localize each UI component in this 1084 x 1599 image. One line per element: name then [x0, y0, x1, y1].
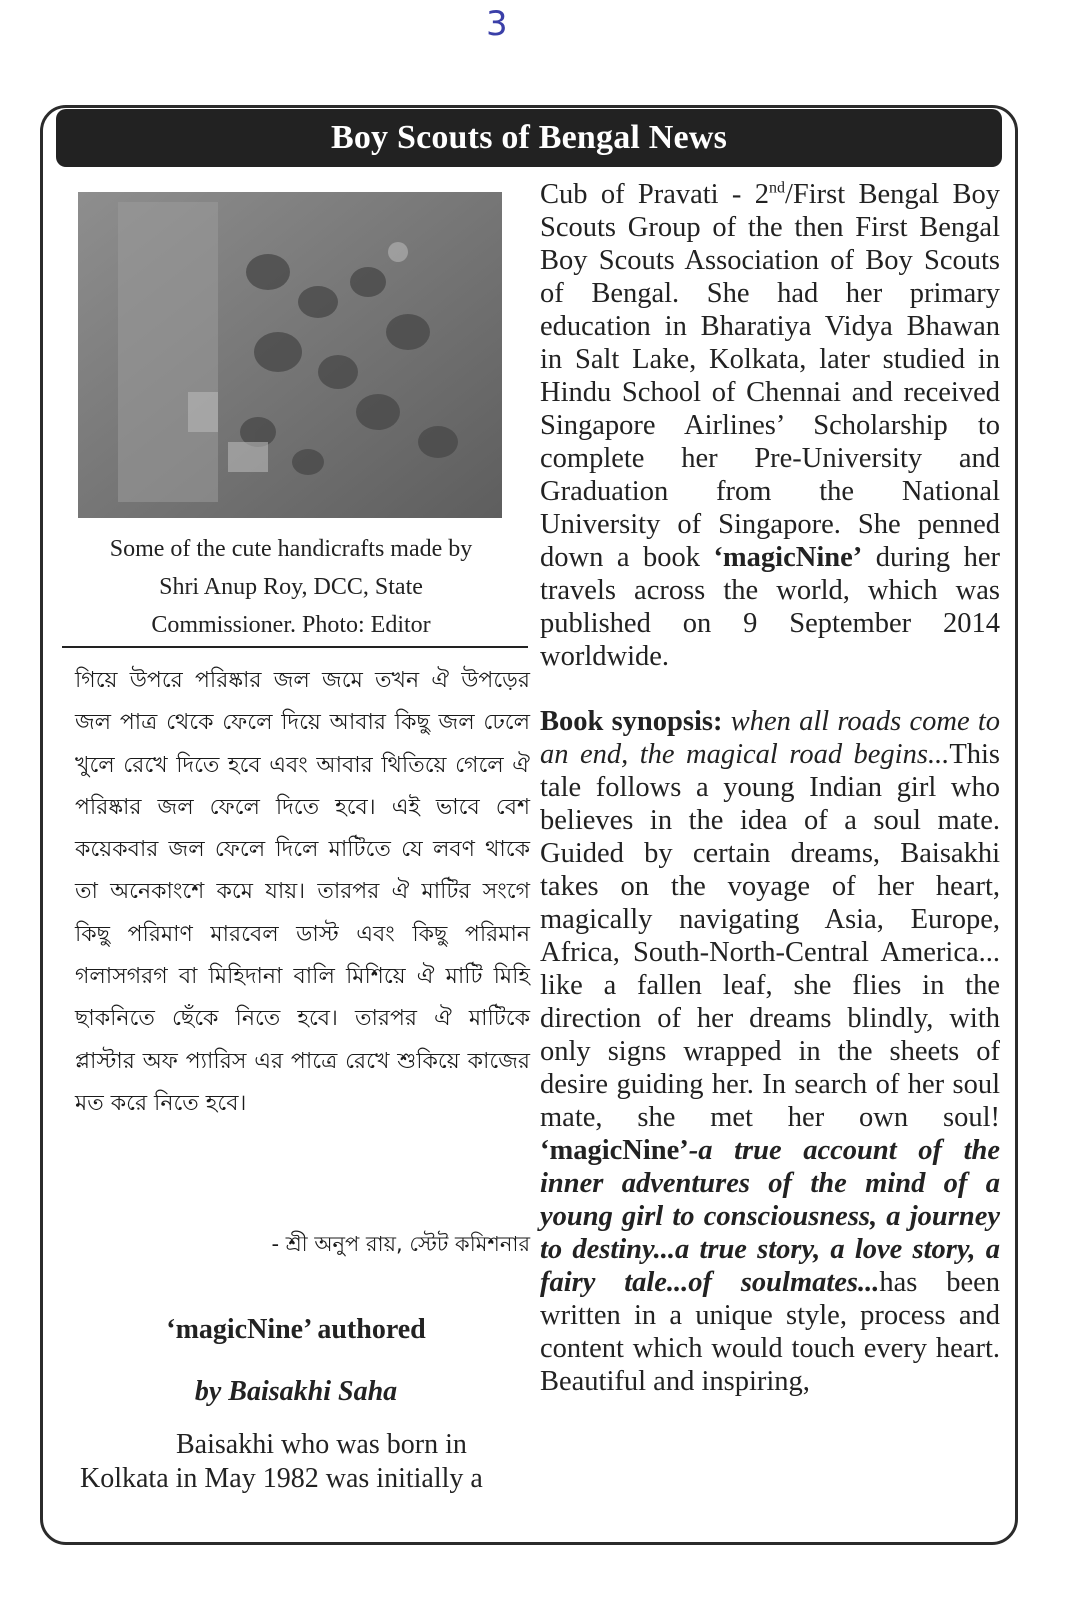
paragraph-text: Cub of Pravati - 2	[540, 179, 769, 210]
synopsis-text: has been written in a unique style, process and content which would touch every heart. Beautiful and inspiring,	[540, 1267, 1000, 1397]
book-title: ‘magicNine’	[540, 1135, 689, 1166]
article-left-body	[80, 1428, 532, 1496]
news-banner	[56, 109, 1002, 167]
caption-divider	[62, 646, 528, 648]
photo-caption	[72, 530, 510, 644]
caption-line: Shri Anup Roy, DCC, State	[159, 574, 423, 600]
banner-title: Boy Scouts of Bengal News	[330, 119, 728, 156]
article-byline: by Baisakhi Saha	[194, 1376, 398, 1407]
handicrafts-photo	[78, 192, 502, 518]
article-title: ‘magicNine’ authored	[166, 1314, 426, 1345]
synopsis-tagline: when all roads come to an end, the magical road begins...	[540, 706, 1000, 770]
bengali-article-body: গিয়ে উপরে পরিষ্কার জল জমে তখন ঐ উপড়ের জল পাত্র থেকে ফেলে দিয়ে আবার কিছু জল ঢেলে খুলে রেখে দিতে হবে এবং আবার থিতিয়ে গেলে ঐ পরিষ্কার জল ফেলে দিতে হবে। এই ভাবে বেশ কয়েকবার জল ফেলে দিলে মাটিতে যে লবণ থাকে তা অনেকাংশে কমে যায়। তারপর ঐ মাটির সংগে কিছু পরিমাণ মারবেল ডাস্ট এবং কিছু পরিমান গলাসগরগ বা মিহিদানা বালি মিশিয়ে ঐ মাটি মিহি ছাকনিতে ছেঁকে নিতে হবে। তারপর ঐ মাটিকে প্লাস্টার অফ প্যারিস এর পাত্রে রেখে শুকিয়ে কাজের মত করে নিতে হবে।	[75, 668, 530, 1116]
article-paragraph	[540, 178, 1000, 673]
article-right-column	[540, 178, 1000, 1398]
caption-line: Some of the cute handicrafts made by	[109, 536, 473, 562]
paragraph-text: during her travels across the world, which was published on 9 September 2014 worldwide.	[540, 542, 1000, 672]
paragraph-text: /First Bengal Boy Scouts Group of the then First Bengal Boy Scouts Association of Boy Scouts of Bengal. She had her primary education in Bharatiya Vidya Bhawan in Salt Lake, Kolkata, later studied in Hindu School of Chennai and received Singapore Airlines’ Scholarship to complete her Pre-University and Graduation from the National University of Singapore. She penned down a book	[540, 179, 1000, 573]
page-number: 3	[486, 4, 508, 44]
ordinal-suffix: nd	[768, 179, 785, 197]
synopsis-paragraph	[540, 705, 1000, 1398]
book-title: ‘magicNine’	[713, 542, 863, 573]
synopsis-text: This tale follows a young Indian girl who believes in the idea of a soul mate. Guided by certain dreams, Baisakhi takes on the voyage of her heart, magically navigating Asia, Europe, Africa, South-North-Central America... like a fallen leaf, she flies in the direction of her dreams blindly, with only signs wrapped in the sheets of desire guiding her. In search of her soul mate, she met her own soul!	[540, 739, 1000, 1133]
bengali-article-signature: - শ্রী অনুপ রায়, স্টেট কমিশনার	[271, 1232, 530, 1256]
caption-line: Commissioner. Photo: Editor	[151, 612, 431, 638]
synopsis-highlight: -a true account of the inner adventures of the mind of a young girl to consciousness, a journey to destiny...a true story, a love story, a fairy tale...of soulmates...	[540, 1135, 1000, 1298]
article-left-text: Baisakhi who was born in Kolkata in May 1982 was initially a	[80, 1429, 483, 1494]
synopsis-label: Book synopsis:	[540, 706, 723, 737]
